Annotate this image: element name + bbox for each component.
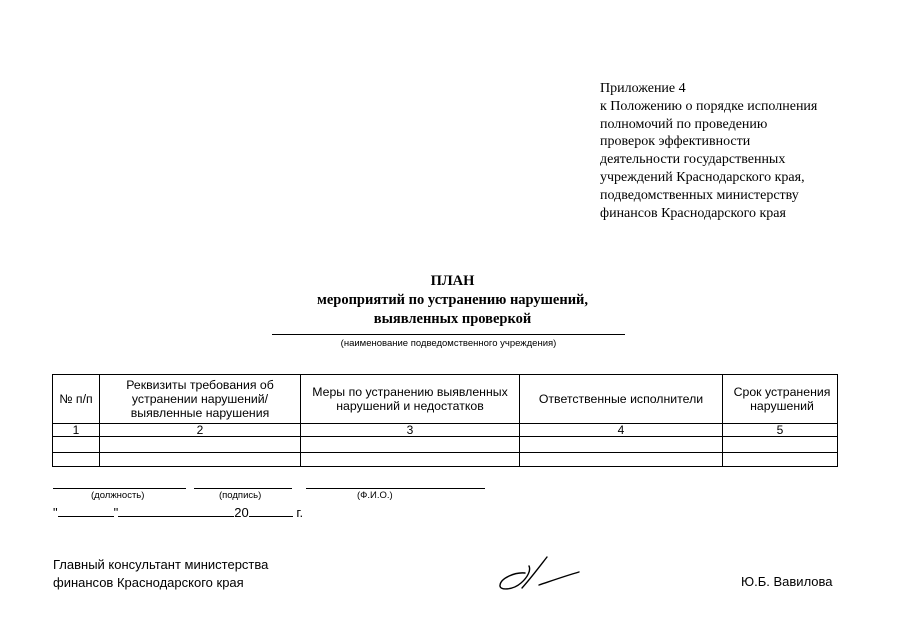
signature-line <box>194 488 292 489</box>
plan-table <box>52 374 838 467</box>
table-row-divider <box>53 452 837 453</box>
position-line <box>53 488 186 489</box>
year-prefix: 20 <box>234 505 249 520</box>
header-number: № п/п <box>59 392 93 406</box>
table-row-divider <box>53 436 837 437</box>
column-number-cell: 2 <box>196 422 204 437</box>
title-line-3: выявленных проверкой <box>373 311 532 327</box>
year-blank <box>249 503 293 517</box>
document-title <box>0 272 905 329</box>
position-caption: (должность) <box>91 490 145 501</box>
annex-line: учреждений Краснодарского края, <box>600 169 805 185</box>
institution-name-line <box>272 334 625 335</box>
column-number-cell: 5 <box>776 422 784 437</box>
signatory-name: Ю.Б. Вавилова <box>741 574 833 589</box>
day-blank <box>58 503 114 517</box>
signatory-position <box>53 556 268 592</box>
header-deadline: Срок устранения нарушений <box>733 385 831 413</box>
quote-close: " <box>113 505 119 520</box>
annex-header <box>600 80 817 222</box>
date-line <box>53 503 303 520</box>
annex-line: полномочий по проведению <box>600 116 768 132</box>
annex-line: деятельности государственных <box>600 152 786 168</box>
header-requirements: Реквизиты требования об устранении нарушений/ выявленные нарушения <box>126 378 274 420</box>
header-measures: Меры по устранению выявленных нарушений и недостатков <box>312 385 508 413</box>
handwritten-signature <box>495 552 585 594</box>
annex-line: подведомственных министерству <box>600 187 799 203</box>
quote-open: " <box>53 505 58 520</box>
title-line-1: ПЛАН <box>430 273 475 289</box>
header-responsible: Ответственные исполнители <box>538 392 704 406</box>
month-blank <box>118 503 234 517</box>
year-suffix: г. <box>296 505 304 520</box>
title-line-2: мероприятий по устранению нарушений, <box>316 292 589 308</box>
annex-line: Приложение 4 <box>600 81 686 96</box>
signatory-position-line-2: финансов Краснодарского края <box>53 575 244 590</box>
column-number-cell: 3 <box>406 422 414 437</box>
annex-line: финансов Краснодарского края <box>600 205 786 221</box>
signatory-position-line-1: Главный консультант министерства <box>53 557 269 572</box>
fio-line <box>306 488 485 489</box>
annex-line: к Положению о порядке исполнения <box>600 98 818 114</box>
column-number-cell: 4 <box>617 422 625 437</box>
fio-caption: (Ф.И.О.) <box>357 490 393 501</box>
column-number-cell: 1 <box>72 422 80 437</box>
annex-line: проверок эффективности <box>600 134 751 150</box>
institution-caption: (наименование подведомственного учреждения) <box>340 338 557 349</box>
signature-caption: (подпись) <box>219 490 262 501</box>
